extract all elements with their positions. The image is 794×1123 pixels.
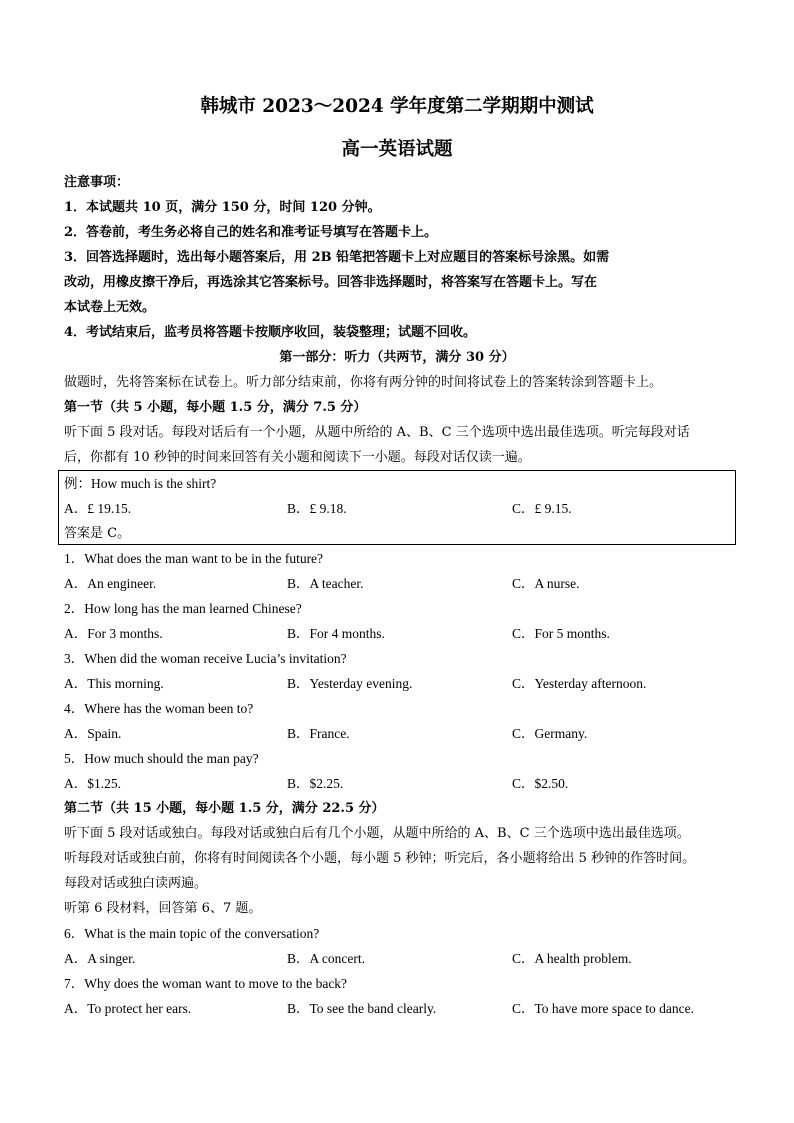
question-3: 3．When did the woman receive Lucia’s invitation? [64, 651, 347, 666]
question-5-option-c: C．$2.50. [512, 776, 569, 791]
question-6-option-a: A．A singer. [64, 951, 136, 966]
question-3-option-b: B．Yesterday evening. [287, 676, 413, 691]
question-2-option-b: B．For 4 months. [287, 626, 385, 641]
question-1-option-c: C．A nurse. [512, 576, 580, 591]
question-2: 2．How long has the man learned Chinese? [64, 601, 302, 616]
question-1-option-b: B．A teacher. [287, 576, 364, 591]
example-question: 例：How much is the shirt? [64, 476, 217, 491]
question-4: 4．Where has the woman been to? [64, 701, 254, 716]
notes-item-1: 1．本试题共 10 页，满分 150 分，时间 120 分钟。 [64, 200, 381, 215]
question-1: 1．What does the man want to be in the future? [64, 551, 324, 566]
question-2-option-c: C．For 5 months. [512, 626, 610, 641]
notes-item-3-line-3: 本试卷上无效。 [64, 300, 156, 315]
question-4-option-a: A．Spain. [64, 726, 122, 741]
example-option-a: A．£ 19.15. [64, 501, 132, 516]
question-7: 7．Why does the woman want to move to the back? [64, 976, 348, 991]
question-5-option-a: A．$1.25. [64, 776, 121, 791]
section2-instruction-line-1: 听下面 5 段对话或独白。每段对话或独白后有几个小题，从题中所给的 A、B、C 三个选项中选出最佳选项。 [64, 826, 690, 841]
notes-item-3-line-1: 3．回答选择题时，选出每小题答案后，用 2B 铅笔把答题卡上对应题目的答案标号涂黑。如需 [64, 250, 610, 265]
question-5-option-b: B．$2.25. [287, 776, 344, 791]
notes-item-2: 2．答卷前，考生务必将自己的姓名和准考证号填写在答题卡上。 [64, 225, 438, 240]
question-5: 5．How much should the man pay? [64, 751, 259, 766]
section2-material-note: 听第 6 段材料，回答第 6、7 题。 [64, 901, 262, 916]
section2-heading: 第二节（共 15 小题，每小题 1.5 分，满分 22.5 分） [64, 801, 385, 816]
question-3-option-a: A．This morning. [64, 676, 164, 691]
notes-item-3-line-2: 改动，用橡皮擦干净后，再选涂其它答案标号。回答非选择题时，将答案写在答题卡上。写在 [64, 275, 598, 290]
question-6-option-b: B．A concert. [287, 951, 365, 966]
question-3-option-c: C．Yesterday afternoon. [512, 676, 647, 691]
question-4-option-c: C．Germany. [512, 726, 588, 741]
example-option-b: B．£ 9.18. [287, 501, 347, 516]
section1-heading: 第一节（共 5 小题，每小题 1.5 分，满分 7.5 分） [64, 400, 367, 415]
section1-instruction-line-2: 后，你都有 10 秒钟的时间来回答有关小题和阅读下一小题。每段对话仅读一遍。 [64, 450, 531, 465]
section1-instruction-line-1: 听下面 5 段对话。每段对话后有一个小题，从题中所给的 A、B、C 三个选项中选出最佳选项。听完每段对话 [64, 425, 690, 440]
question-7-option-a: A．To protect her ears. [64, 1001, 192, 1016]
question-7-option-b: B．To see the band clearly. [287, 1001, 437, 1016]
exam-title: 韩城市 2023～2024 学年度第二学期期中测试 [200, 96, 594, 117]
part1-intro: 做题时，先将答案标在试卷上。听力部分结束前，你将有两分钟的时间将试卷上的答案转涂到答题卡上。 [64, 375, 663, 390]
exam-subtitle: 高一英语试题 [341, 139, 453, 160]
question-6-option-c: C．A health problem. [512, 951, 632, 966]
example-option-c: C．£ 9.15. [512, 501, 572, 516]
question-7-option-c: C．To have more space to dance. [512, 1001, 694, 1016]
part1-heading: 第一部分：听力（共两节，满分 30 分） [279, 350, 515, 365]
question-2-option-a: A．For 3 months. [64, 626, 163, 641]
question-4-option-b: B．France. [287, 726, 350, 741]
example-answer: 答案是 C。 [64, 526, 131, 541]
question-6: 6．What is the main topic of the conversation? [64, 926, 320, 941]
section2-instruction-line-2: 听每段对话或独白前，你将有时间阅读各个小题，每小题 5 秒钟；听完后，各小题将给出 5 秒钟的作答时间。 [64, 851, 696, 866]
question-1-option-a: A．An engineer. [64, 576, 157, 591]
section2-instruction-line-3: 每段对话或独白读两遍。 [64, 876, 208, 891]
notes-heading: 注意事项： [64, 175, 130, 190]
notes-item-4: 4．考试结束后，监考员将答题卡按顺序收回，装袋整理；试题不回收。 [64, 325, 477, 340]
